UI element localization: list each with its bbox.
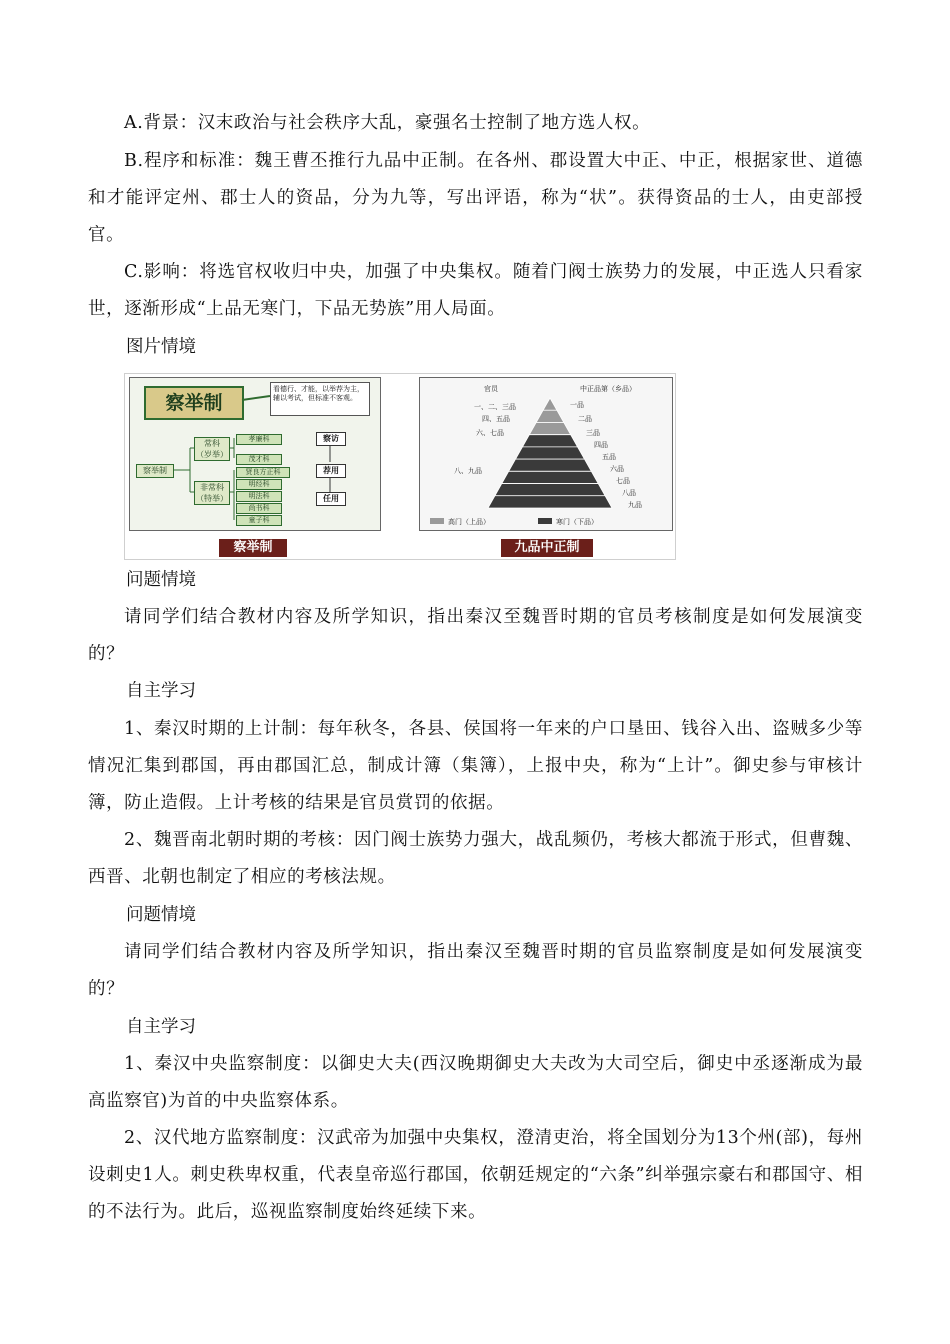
feichangke-item: 明法科 (236, 491, 282, 502)
self-study-heading-2: 自主学习 (126, 1017, 196, 1037)
jiupin-right-label: 九品 (628, 501, 642, 509)
question-text-1: 请同学们结合教材内容及所学知识，指出秦汉至魏晋时期的官员考核制度是如何发展演变的？ (88, 607, 863, 664)
pyramid-tier (522, 435, 577, 447)
chaju-title: 察举制 (144, 386, 244, 420)
figure-selection-systems (124, 373, 676, 560)
jiupin-left-label: 四、五品 (482, 415, 510, 423)
jiupin-right-label: 八品 (622, 489, 636, 497)
jiupin-right-label: 七品 (616, 477, 630, 485)
pyramid-tier (488, 496, 612, 508)
self-study-assessment-1: 1、秦汉时期的上计制：每年秋冬，各县、侯国将一年来的户口垦田、钱谷入出、盗贼多少等情况汇集到郡国，再由郡国汇总，制成计簿（集簿），上报中央，称为“上计”。御史参与审核计簿，防止造假。上计考核的结果是官员赏罚的依据。 (88, 719, 863, 813)
jiupin-right-label: 三品 (586, 429, 600, 437)
jiupin-right-label: 一品 (570, 401, 584, 409)
paragraph-impact: C.影响：将选官权收归中央，加强了中央集权。随着门阀士族势力的发展，中正选人只看家世，逐渐形成“上品无寒门，下品无势族”用人局面。 (88, 262, 863, 319)
jiupin-right-label: 五品 (602, 453, 616, 461)
flow-step-3: 任用 (316, 492, 346, 506)
changke-label: 常科 （岁举） (196, 439, 228, 459)
chaju-panel (129, 377, 381, 531)
pyramid-tier (495, 484, 605, 496)
legend-low-swatch (538, 518, 552, 524)
self-study-assessment-2: 2、魏晋南北朝时期的考核：因门阀士族势力强大，战乱频仍，考核大都流于形式，但曹魏、西晋、北朝也制定了相应的考核法规。 (88, 830, 863, 887)
jiupin-right-label: 四品 (594, 441, 608, 449)
flow-step-2: 荐用 (316, 464, 346, 478)
pyramid-tier (536, 410, 564, 422)
feichangke-item: 明经科 (236, 479, 282, 490)
paragraph-procedure: B.程序和标准：魏王曹丕推行九品中正制。在各州、郡设置大中正、中正，根据家世、道德和才能评定州、郡士人的资品，分为九等，写出评语，称为“状”。获得资品的士人，由吏部授官。 (88, 151, 863, 245)
question-heading-2: 问题情境 (126, 905, 196, 925)
pyramid-tier (509, 459, 592, 471)
self-study-supervision-2: 2、汉代地方监察制度：汉武帝为加强中央集权，澄清吏治，将全国划分为13个州(部)，每州设刺史1人。刺史秩卑权重，代表皇帝巡行郡国，依朝廷规定的“六条”纠举强宗豪右和郡国守、相的不法行为。此后，巡视监察制度始终延续下来。 (88, 1128, 863, 1222)
paragraph-background: A.背景：汉末政治与社会秩序大乱，豪强名士控制了地方选人权。 (124, 113, 651, 133)
jiupin-caption: 九品中正制 (501, 539, 593, 557)
jiupin-panel (419, 377, 673, 531)
chaju-caption: 察举制 (219, 539, 287, 557)
changke-item: 孝廉科 (236, 434, 282, 445)
chaju-feichangke (194, 481, 230, 505)
picture-heading: 图片情境 (126, 337, 196, 357)
legend-high-swatch (430, 518, 444, 524)
pyramid-tier (516, 447, 585, 459)
feichangke-item: 童子科 (236, 515, 282, 526)
legend-low-label: 寒门（下品） (556, 518, 598, 526)
feichangke-item: 贤良方正科 (236, 467, 290, 478)
jiupin-right-label: 二品 (578, 415, 592, 423)
self-study-supervision-1: 1、秦汉中央监察制度：以御史大夫(西汉晚期御史大夫改为大司空后，御史中丞逐渐成为最高监察官)为首的中央监察体系。 (88, 1054, 863, 1111)
pyramid-tier (543, 398, 557, 410)
question-text-2: 请同学们结合教材内容及所学知识，指出秦汉至魏晋时期的官员监察制度是如何发展演变的？ (88, 942, 863, 999)
changke-item: 茂才科 (236, 454, 282, 465)
chaju-root: 察举制 (136, 464, 174, 478)
self-study-heading-1: 自主学习 (126, 681, 196, 701)
chaju-note: 看德行、才能，以举荐为主，辅以考试，但标准不客观。 (270, 382, 370, 416)
legend-high-label: 高门（上品） (448, 518, 490, 526)
jiupin-left-label: 一、二、三品 (474, 403, 516, 411)
pyramid-tier (529, 422, 570, 434)
chaju-changke (194, 437, 230, 461)
jiupin-header-right: 中正品第（乡品） (580, 385, 636, 393)
jiupin-right-label: 六品 (610, 465, 624, 473)
feichangke-item: 尚书科 (236, 503, 282, 514)
question-heading-1: 问题情境 (126, 570, 196, 590)
jiupin-header-left: 官员 (484, 385, 498, 393)
jiupin-left-label: 八、九品 (454, 467, 482, 475)
jiupin-left-label: 六、七品 (476, 429, 504, 437)
pyramid-tier (502, 471, 598, 483)
flow-step-1: 察访 (316, 432, 346, 446)
feichangke-label: 非常科 （特举） (196, 483, 228, 503)
